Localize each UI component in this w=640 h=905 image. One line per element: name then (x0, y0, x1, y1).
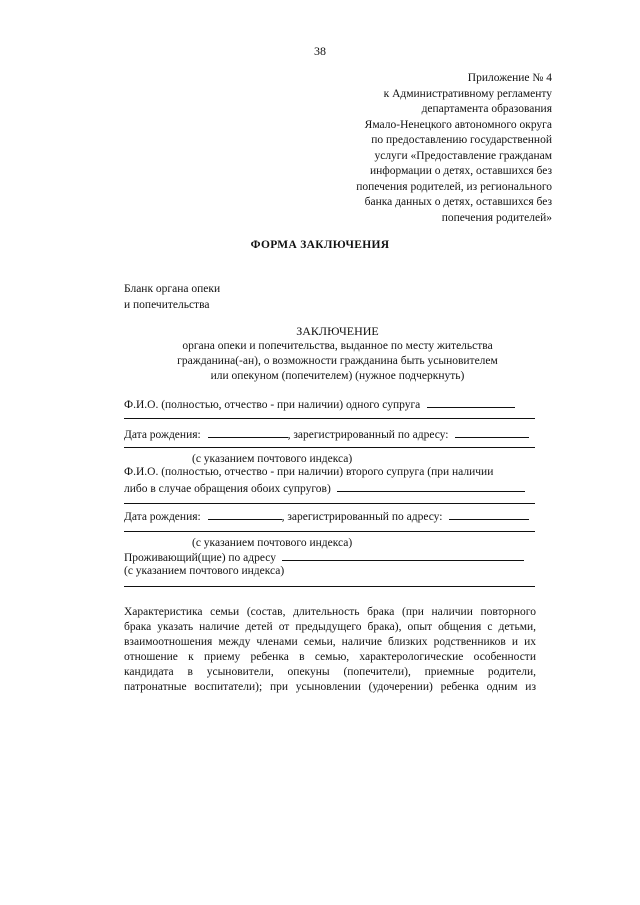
registered-label: , зарегистрированный по адресу: (287, 429, 449, 441)
postal-note-2: (с указанием почтового индекса) (192, 537, 353, 549)
conclusion-heading: ЗАКЛЮЧЕНИЕ (296, 324, 379, 338)
appendix-line: информации о детях, оставшихся без (370, 165, 552, 177)
dob-label: Дата рождения: (124, 429, 201, 441)
blank-line-2: и попечительства (124, 299, 210, 311)
appendix-line: попечения родителей» (441, 211, 552, 224)
postal-note-1: (с указанием почтового индекса) (192, 453, 353, 465)
dob-row-1 (124, 426, 529, 443)
fio-spouse-2-row-2 (124, 480, 525, 497)
fill-line[interactable] (124, 447, 535, 448)
fio-spouse-2-line-1: Ф.И.О. (полностью, отчество - при наличии) второго супруга (при наличии (124, 466, 494, 478)
address-blank[interactable] (449, 508, 529, 520)
fio-spouse-1-blank[interactable] (427, 396, 515, 408)
fio-spouse-2-blank[interactable] (337, 480, 525, 492)
fio-spouse-2-label-2: либо в случае обращения обоих супругов) (124, 483, 331, 495)
fio-spouse-1-label: Ф.И.О. (полностью, отчество - при наличии) одного супруга (124, 399, 421, 411)
characteristics-line: брака указать наличие детей от предыдущего брака), опыт общения с детьми, (124, 621, 536, 633)
dob-blank[interactable] (208, 508, 282, 520)
conclusion-subtitle-3: или опекуном (попечителем) (нужное подчеркнуть) (210, 370, 465, 382)
appendix-block (192, 71, 552, 226)
fill-line[interactable] (124, 418, 535, 419)
address-blank[interactable] (455, 426, 529, 438)
conclusion-subtitle-2: гражданина(-ан), о возможности гражданина быть усыновителем (177, 355, 498, 367)
appendix-line: услуги «Предоставление гражданам (374, 149, 552, 162)
form-title: ФОРМА ЗАКЛЮЧЕНИЯ (250, 239, 390, 251)
residing-blank[interactable] (282, 549, 524, 561)
appendix-line: попечения родителей, из регионального (356, 180, 552, 193)
characteristics-line: патронатные воспитатели); при усыновлении (удочерении) ребенка одним из (124, 681, 536, 693)
dob-row-2 (124, 508, 529, 525)
postal-note-3: (с указанием почтового индекса) (124, 565, 285, 577)
appendix-line: Ямало-Ненецкого автономного округа (364, 118, 552, 131)
appendix-line: по предоставлению государственной (371, 134, 552, 146)
appendix-line: Приложение № 4 (467, 72, 552, 84)
appendix-line: банка данных о детях, оставшихся без (364, 196, 552, 208)
page-number: 38 (314, 44, 326, 58)
appendix-line: департамента образования (421, 103, 552, 115)
characteristics-line: Характеристика семьи (состав, длительность брака (при наличии повторного (124, 606, 536, 618)
registered-label: , зарегистрированный по адресу: (281, 511, 443, 523)
residing-label: Проживающий(щие) по адресу (124, 552, 276, 564)
fill-line[interactable] (124, 531, 535, 532)
characteristics-line: отношение к приему ребенка в семью, характерологические особенности (124, 651, 536, 663)
fill-line[interactable] (124, 503, 535, 504)
fio-spouse-1-row (124, 396, 515, 413)
conclusion-subtitle-1: органа опеки и попечительства, выданное по месту жительства (182, 340, 493, 352)
appendix-line: к Административному регламенту (383, 87, 552, 100)
characteristics-line: кандидата в усыновители, опекуны (попечители), приемные родители, (124, 666, 536, 678)
dob-blank[interactable] (208, 426, 288, 438)
characteristics-line: взаимоотношения между членами семьи, наличие близких родственников и их (124, 636, 536, 648)
blank-line-1: Бланк органа опеки (124, 283, 221, 295)
dob-label: Дата рождения: (124, 511, 201, 523)
fill-line[interactable] (124, 586, 535, 587)
